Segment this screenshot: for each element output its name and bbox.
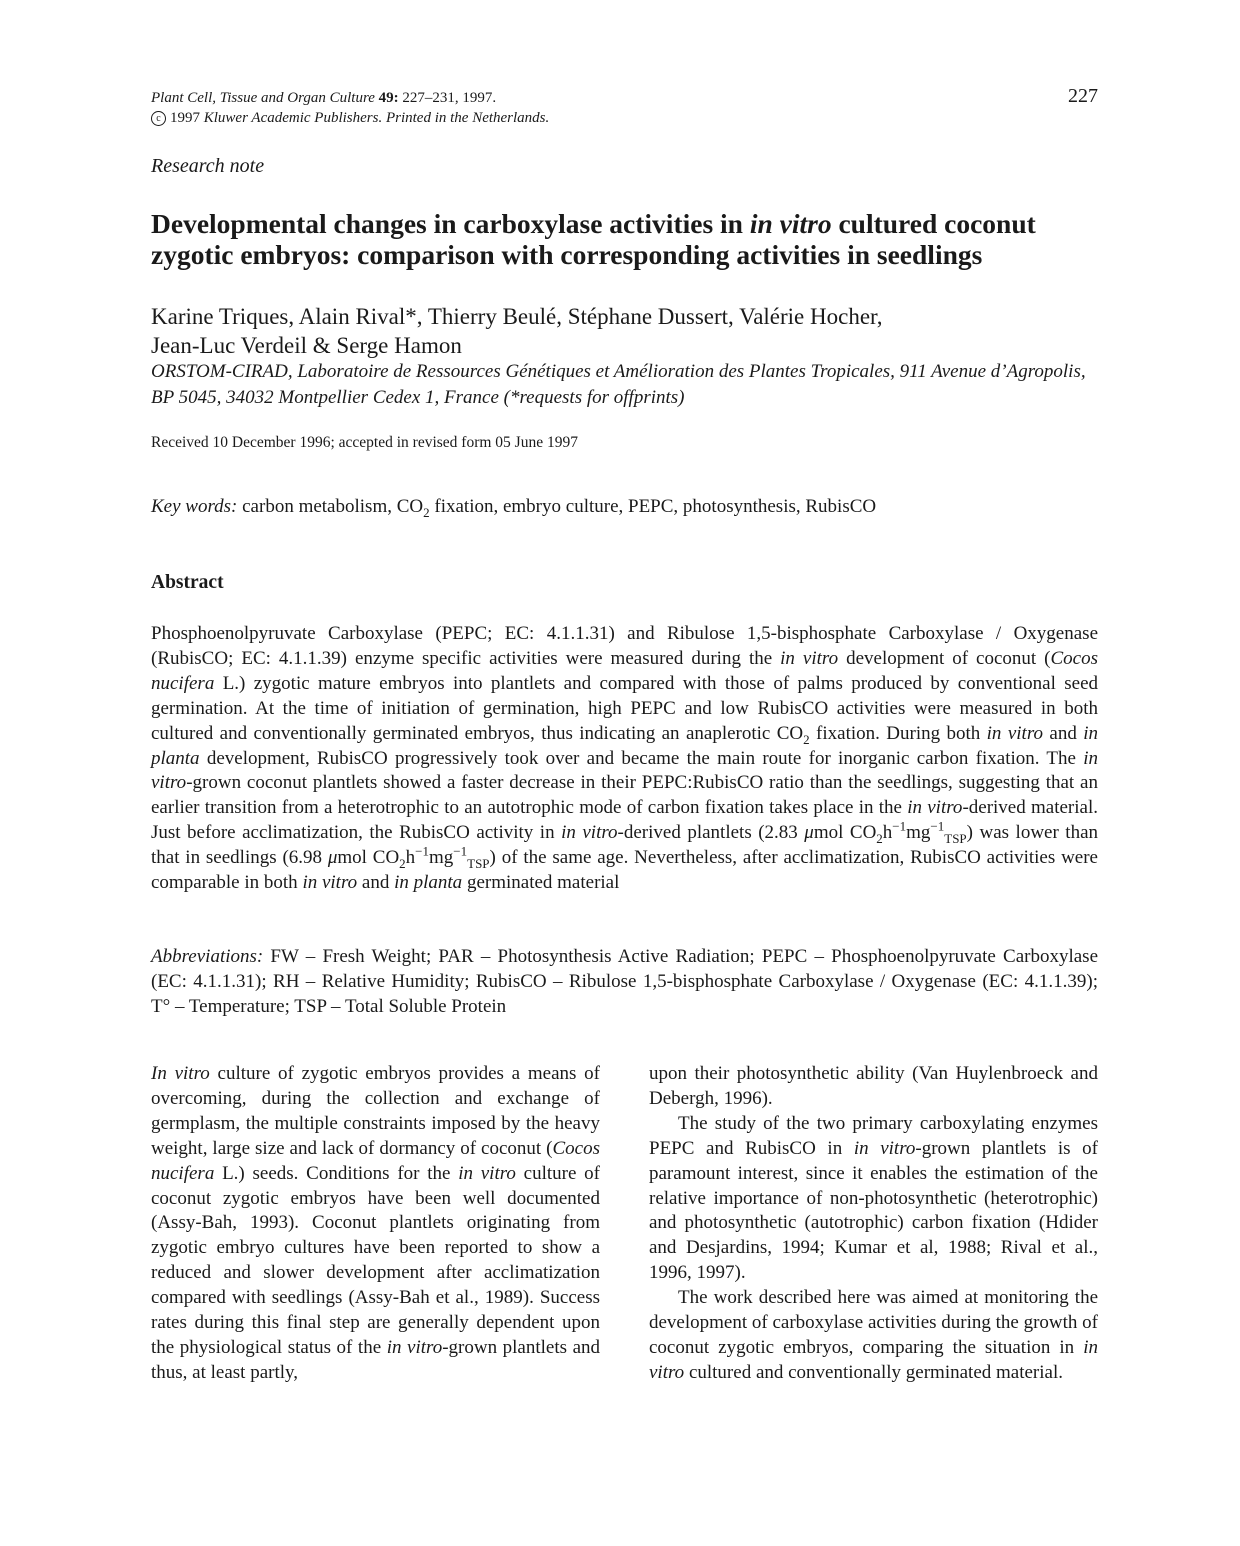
body-italic: in vitro (458, 1162, 516, 1184)
abstract-text: germinated material (462, 872, 620, 894)
abstract-text: mg (906, 822, 931, 844)
abstract-text: development of coconut ( (838, 647, 1051, 669)
abstract-sup: −1 (892, 818, 907, 834)
keywords-sub: 2 (423, 504, 430, 520)
body-text: -grown plantlets is of paramount interest, since it enables the estimation of the relative importance of non-photosynthetic (heterotrophic) and photosynthetic (autotrophic) carbon fixation (Hdider and Desjardins, 1994; Kumar et al, 1988; Rival et al., 1996, 1997). (649, 1137, 1098, 1284)
journal-pages: 227–231, 1997. (402, 90, 497, 106)
affiliation: ORSTOM-CIRAD, Laboratoire de Ressources Génétiques et Amélioration des Plantes Tropicales, 911 Avenue d’Agropolis, BP 5045, 34032 Montpellier Cedex 1, France (*requests for offprints) (151, 361, 1086, 408)
abstract-sup: −1 (415, 843, 430, 859)
copyright-icon: c (151, 111, 166, 126)
body-column-right (649, 1062, 1098, 1386)
abstract-sub: 2 (399, 855, 406, 871)
abstract-text: and (1043, 722, 1084, 744)
publisher: Kluwer Academic Publishers. Printed in the Netherlands. (203, 110, 550, 126)
abbreviations-text: FW – Fresh Weight; PAR – Photosynthesis Active Radiation; PEPC – Phosphoenolpyruvate Carboxylase (EC: 4.1.1.31); RH – Relative Humidity; RubisCO – Ribulose 1,5-bisphosphate Carboxylase / Oxygenase (EC: 4.1.1.39); T° – Temperature; TSP – Total Soluble Protein (151, 946, 1098, 1017)
abstract-italic: in vitro (561, 822, 618, 844)
abstract-italic: in planta (151, 722, 1099, 769)
authors-line-2: Jean-Luc Verdeil & Serge Hamon (151, 333, 462, 358)
abstract-text: and (357, 872, 395, 894)
abstract-sup: −1 (930, 818, 945, 834)
abstract-body (151, 622, 1098, 896)
paper-title (151, 208, 1101, 270)
author-list (151, 302, 1101, 360)
abstract-text: ) of the same age. Nevertheless, after acclimatization, RubisCO activities were comparable in both (151, 847, 1098, 894)
body-italic: in vitro (649, 1336, 1098, 1383)
body-paragraph (151, 1062, 600, 1386)
body-text: culture of zygotic embryos provides a means of overcoming, during the collection and exchange of germplasm, the multiple constraints imposed by the heavy weight, large size and lack of dormancy of coconut ( (151, 1063, 600, 1159)
abstract-text: ) was lower than that in seedlings (6.98 (151, 822, 1099, 869)
abstract-italic: Cocos nucifera (151, 647, 1098, 694)
abstract-text: mol CO (813, 822, 877, 844)
journal-volume: 49: (378, 90, 399, 106)
journal-line (151, 88, 549, 108)
body-italic: In vitro (151, 1063, 210, 1084)
abstract-sub: TSP (467, 855, 490, 871)
abstract-text: L.) zygotic mature embryos into plantlets and compared with those of palms produced by conventional seed germination. At the time of initiation of germination, high PEPC and low RubisCO activities were measured in both cultured and conventionally germinated embryos, thus indicating an anaplerotic CO (151, 672, 1098, 744)
keywords-text-2: fixation, embryo culture, PEPC, photosynthesis, RubisCO (429, 496, 877, 517)
title-text: Developmental changes in carboxylase activities in (151, 208, 750, 239)
body-text: The study of the two primary carboxylating enzymes PEPC and RubisCO in (649, 1112, 1098, 1159)
copyright-year: 1997 (170, 110, 200, 126)
abbreviations (151, 945, 1098, 1020)
abstract-italic: in vitro (986, 722, 1044, 744)
abstract-sub: 2 (803, 731, 810, 747)
abstract-text: mg (429, 847, 454, 869)
abstract-heading: Abstract (151, 572, 224, 593)
abstract-sub: 2 (876, 831, 883, 847)
abstract-mu: μ (804, 822, 814, 844)
body-column-left (151, 1062, 600, 1386)
received-dates: Received 10 December 1996; accepted in revised form 05 June 1997 (151, 434, 578, 451)
abstract-mu: μ (327, 847, 338, 869)
copyright-line (151, 108, 549, 128)
abstract-text: fixation. During both (809, 722, 987, 744)
abstract-sup: −1 (453, 843, 468, 859)
authors-line-1: Karine Triques, Alain Rival*, Thierry Beulé, Stéphane Dussert, Valérie Hocher, (151, 304, 883, 329)
body-text: -grown plantlets and thus, at least partly, (151, 1336, 600, 1383)
abstract-text: -derived plantlets (2.83 (617, 822, 805, 844)
body-paragraph (649, 1112, 1098, 1286)
body-paragraph: upon their photosynthetic ability (Van Huylenbroeck and Debergh, 1996). (649, 1063, 1098, 1109)
abstract-text: Phosphoenolpyruvate Carboxylase (PEPC; EC: 4.1.1.31) and Ribulose 1,5-bisphosphate Carboxylase / Oxygenase (RubisCO; EC: 4.1.1.39) enzyme specific activities were measured during the (151, 623, 1098, 669)
section-type: Research note (151, 155, 265, 177)
journal-citation (151, 88, 549, 128)
title-italic: in vitro (749, 208, 832, 239)
abstract-italic: in vitro (151, 747, 1098, 794)
abstract-text: mol CO (337, 847, 400, 869)
body-text: L.) seeds. Conditions for the (214, 1162, 459, 1184)
title-text-2: cultured coconut zygotic embryos: comparison with corresponding activities in seedlings (151, 208, 1036, 270)
body-paragraph (649, 1286, 1098, 1386)
abstract-italic: in vitro (907, 797, 963, 819)
abstract-italic: in vitro (780, 647, 839, 669)
body-text: culture of coconut zygotic embryos have been well documented (Assy-Bah, 1993). Coconut plantlets originating from zygotic embryo cultures have been reported to show a reduced and slower development after acclimatization compared with seedlings (Assy-Bah et al., 1989). Success rates during this final step are generally dependent upon the physiological status of the (151, 1162, 601, 1358)
journal-name: Plant Cell, Tissue and Organ Culture (151, 90, 375, 106)
abbreviations-label: Abbreviations: (151, 946, 264, 967)
abstract-italic: in vitro (302, 872, 358, 894)
abstract-text: h (405, 847, 416, 869)
abstract-text: -grown coconut plantlets showed a faster decrease in their PEPC:RubisCO ratio than the seedlings, suggesting that an earlier transition from a heterotrophic to an autotrophic mode of carbon fixation takes place in the (151, 772, 1098, 819)
abstract-text: h (882, 822, 893, 844)
abstract-italic: in planta (394, 872, 463, 894)
keywords (151, 496, 1101, 518)
keywords-label: Key words: (151, 496, 238, 517)
keywords-text: carbon metabolism, CO (237, 496, 424, 517)
body-text: The work described here was aimed at monitoring the development of carboxylase activities during the growth of coconut zygotic embryos, comparing the situation in (649, 1287, 1099, 1358)
body-text: cultured and conventionally germinated material. (684, 1361, 1063, 1383)
abstract-text: development, RubisCO progressively took over and became the main route for inorganic carbon fixation. The (199, 747, 1084, 769)
body-italic: in vitro (386, 1336, 443, 1358)
page-number: 227 (1068, 85, 1098, 107)
abstract-sub: TSP (944, 831, 967, 847)
body-italic: in vitro (853, 1137, 916, 1159)
abstract-text: -derived material. Just before acclimatization, the RubisCO activity in (151, 797, 1098, 844)
body-italic: Cocos nucifera (151, 1137, 600, 1184)
